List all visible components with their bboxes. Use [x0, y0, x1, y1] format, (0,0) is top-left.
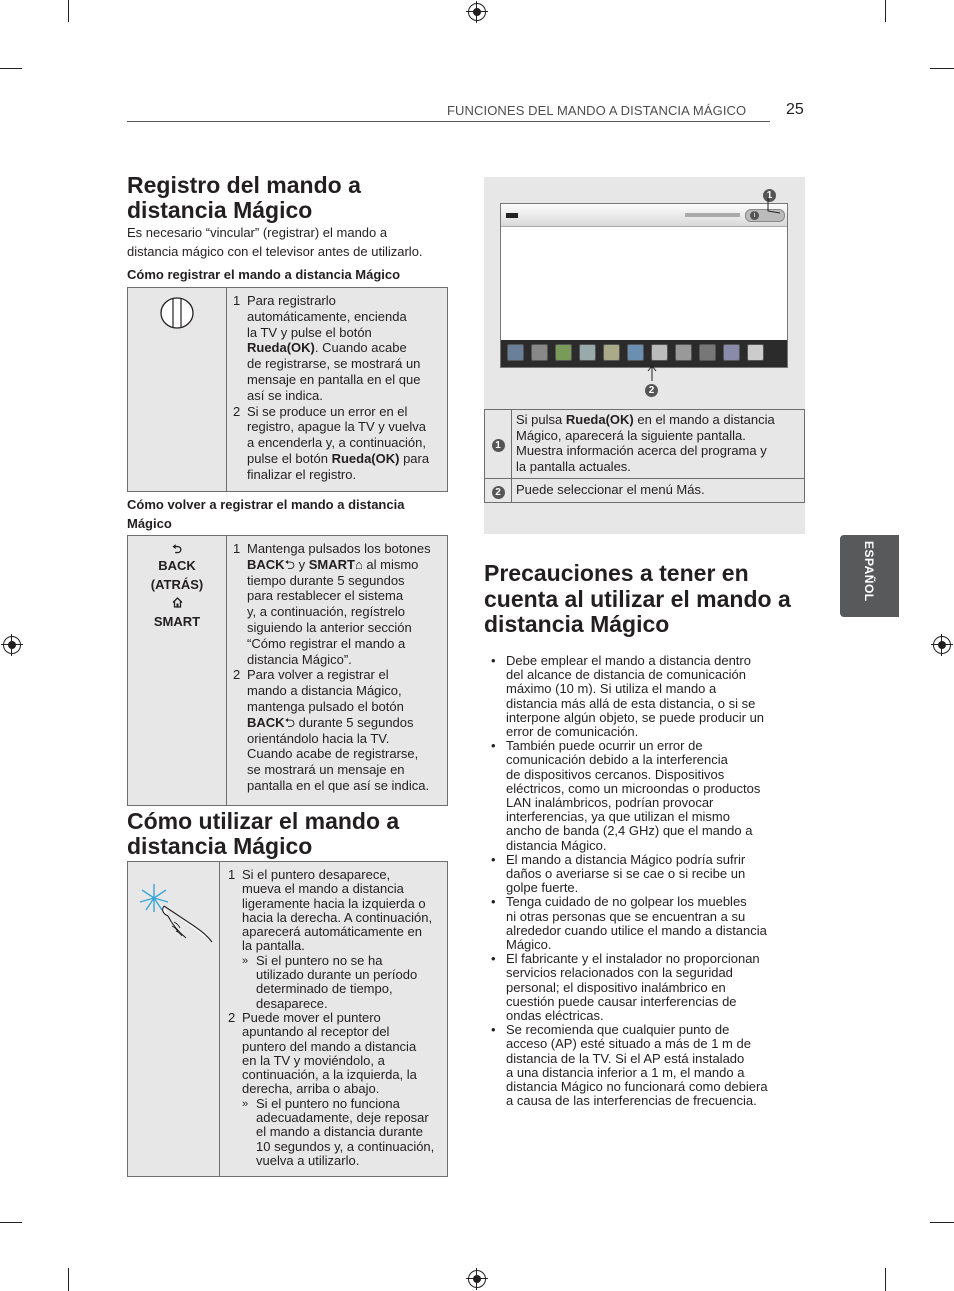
- launcher-item-icon[interactable]: [603, 344, 620, 361]
- header-rule: [127, 121, 770, 122]
- launcher-item-icon[interactable]: [579, 344, 596, 361]
- registration-mark-icon: [933, 636, 951, 654]
- bullet-icon: •: [491, 894, 496, 910]
- bullet-icon: •: [491, 1022, 496, 1038]
- use-step-2-note: » Si el puntero no funciona adecuadamente, deje reposar el mando a distancia durante 10 segundos y, a continuación, vuelva a utilizarlo.: [242, 1095, 435, 1168]
- info-bar: [501, 204, 787, 227]
- crop-mark: [885, 0, 886, 22]
- reregister-steps-table: [127, 535, 448, 806]
- precaution-item: • El fabricante y el instalador no proporcionan servicios relacionados con la seguridad personal; el dispositivo inalámbrico en cuestión puede causar interferencias de ondas eléctricas.: [491, 951, 760, 1024]
- precaution-item: • Se recomienda que cualquier punto de acceso (AP) esté situado a más de 1 m de distancia de la TV. Si el AP está instalado a una distancia inferior a 1 m, el mando a distancia Mágico no funcionará como debiera a causa de las interferencias de frecuencia.: [491, 1022, 768, 1109]
- bullet-icon: •: [491, 653, 496, 668]
- hand-pointer-icon: [134, 876, 214, 946]
- launcher-item-icon[interactable]: [675, 344, 692, 361]
- registro-intro: Es necesario “vincular” (registrar) el mando a distancia mágico con el televisor antes de utilizarlo.: [127, 225, 423, 259]
- register-steps-text: [227, 288, 448, 492]
- callout-table-num-1: 1: [485, 410, 512, 479]
- crop-mark: [68, 0, 69, 22]
- precaution-item: • El mando a distancia Mágico podría sufrir daños o averiarse si se cae o si recibe un golpe fuerte.: [491, 851, 746, 896]
- precautions-list: [484, 654, 814, 1109]
- home-inline-icon: ⌂: [354, 556, 363, 572]
- registration-mark-icon: [3, 636, 21, 654]
- launcher-item-icon[interactable]: [747, 344, 764, 361]
- subhead-register: Cómo registrar el mando a distancia Mágico: [127, 267, 401, 282]
- callout-2: 2: [645, 380, 658, 398]
- reregister-step-2: 2 Para volver a registrar el mando a distancia Mágico, mantenga pulsado el botón BACK⮌ durante 5 segundos orientándolo hacia la TV. Cuando acabe de registrarse, se mostrará un mensaje en pantalla en el que así se indica.: [233, 667, 430, 793]
- launcher-bar: [501, 340, 787, 367]
- precaution-item: • Debe emplear el mando a distancia dentro del alcance de distancia de comunicación máximo (10 m). Si utiliza el mando a distancia más allá de esta distancia, o si se interpone algún objeto, se puede producir un error de comunicación.: [491, 653, 765, 740]
- crop-mark: [930, 1222, 954, 1223]
- back-label: BACK: [158, 558, 196, 573]
- use-steps-text: [220, 862, 448, 1177]
- tv-screen-figure: [484, 177, 805, 534]
- info-icon: i: [750, 211, 759, 220]
- back-label-es: (ATRÁS): [150, 577, 204, 592]
- use-steps-table: [127, 861, 448, 1177]
- wheel-button-icon: [159, 296, 195, 330]
- tv-screen: [500, 203, 788, 368]
- crop-mark: [0, 68, 22, 69]
- back-smart-cell: [128, 536, 227, 806]
- back-inline-icon: ⮌: [284, 556, 295, 572]
- launcher-item-icon[interactable]: [723, 344, 740, 361]
- registration-mark-icon: [468, 3, 486, 21]
- reregister-step-1: 1 Mantenga pulsados los botones BACK⮌ y SMART⌂ al mismo tiempo durante 5 segundos para restablecer el sistema y, a continuación, regístrelo siguiendo la anterior sección “Cómo registrar el mando a distancia Mágico”.: [233, 541, 431, 667]
- precaution-item: • Tenga cuidado de no golpear los muebles ni otras personas que se encuentran a su alrededor cuando utilice el mando a distancia Mágico.: [491, 894, 767, 953]
- register-step-2: 2 Si se produce un error en el registro, apague la TV y vuelva a encenderla y, a continuación, pulse el botón Rueda(OK) para finalizar el registro.: [233, 403, 430, 482]
- callout-1-leader: [754, 197, 784, 221]
- use-step-1: 1 Si el puntero desaparece, mueva el mando a distancia ligeramente hacia la izquierda o hacia la derecha. A continuación, aparecerá automáticamente en la pantalla. » Si el puntero no se ha utilizado durante un período determinado de tiempo, desaparece.: [228, 868, 441, 1011]
- progress-bar: [685, 213, 740, 217]
- language-tab: [840, 535, 899, 617]
- callout-2-leader: [646, 365, 658, 381]
- callout-table-text-2: Puede seleccionar el menú Más.: [512, 479, 805, 503]
- bullet-icon: •: [491, 738, 496, 754]
- chapter-header: FUNCIONES DEL MANDO A DISTANCIA MÁGICO: [447, 103, 747, 118]
- section-title-utilizar: Cómo utilizar el mando a distancia Mágico: [127, 808, 400, 859]
- launcher-item-icon[interactable]: [555, 344, 572, 361]
- crop-mark: [0, 1222, 22, 1223]
- launcher-item-icon[interactable]: [507, 344, 524, 361]
- registro-section: [127, 173, 449, 284]
- use-step-2: 2 Puede mover el puntero apuntando al receptor del puntero del mando a distancia en la TV y moviéndolo, a continuación, a la izquierda, la derecha, arriba o abajo. » Si el puntero no funciona adecuadamente, deje reposar el mando a distancia durante 10 segundos y, a continuación, vuelva a utilizarlo.: [228, 1011, 441, 1168]
- launcher-item-icon[interactable]: [699, 344, 716, 361]
- subhead-reregister: Cómo volver a registrar el mando a distancia Mágico: [127, 497, 405, 531]
- precaution-item: • También puede ocurrir un error de comunicación debido a la interferencia de dispositivos cercanos. Dispositivos eléctricos, como un microondas o productos LAN inalámbricos, podrían provocar interferencias, ya que utilizan el mismo ancho de banda (2,4 GHz) que el mando a distancia Mágico.: [491, 738, 761, 853]
- callout-table-num-2: 2: [485, 479, 512, 503]
- crop-mark: [930, 68, 954, 69]
- callout-1: 1: [763, 185, 776, 203]
- bullet-icon: •: [491, 851, 496, 867]
- use-step-1-note: » Si el puntero no se ha utilizado durante un período determinado de tiempo, desaparece.: [242, 952, 418, 1011]
- page-number: 25: [786, 101, 804, 118]
- channel-icon: [506, 213, 518, 218]
- bullet-icon: •: [491, 951, 496, 967]
- section-title-precauciones: Precauciones a tener en cuenta al utilizar el mando a distancia Mágico: [484, 560, 791, 637]
- callout-table: [484, 409, 805, 503]
- crop-mark: [885, 1268, 886, 1291]
- launcher-item-icon[interactable]: [627, 344, 644, 361]
- smart-label: SMART: [153, 614, 201, 629]
- back-arrow-icon: ⮌: [172, 542, 182, 556]
- register-step-1: 1 Para registrarlo automáticamente, encienda la TV y pulse el botón Rueda(OK). Cuando acabe de registrarse, se mostrará un mensaje en pantalla en el que así se indica.: [233, 293, 421, 403]
- wheel-icon-cell: [128, 288, 227, 492]
- launcher-item-icon[interactable]: [531, 344, 548, 361]
- register-steps-table: [127, 287, 448, 492]
- pointer-icon-cell: [128, 862, 220, 1177]
- launcher-item-icon[interactable]: [651, 344, 668, 361]
- callout-table-text-1: Si pulsa Rueda(OK) en el mando a distancia Mágico, aparecerá la siguiente pantalla. Muestra información acerca del programa y la pantalla actuales.: [512, 410, 805, 479]
- registration-mark-icon: [468, 1270, 486, 1288]
- section-title-registro: Registro del mando a distancia Mágico: [127, 172, 361, 223]
- home-icon: [128, 596, 226, 612]
- language-tab-label: ESPAÑOL: [862, 541, 876, 602]
- back-inline-icon: ⮌: [284, 714, 295, 730]
- crop-mark: [68, 1268, 69, 1291]
- reregister-steps-text: [227, 536, 448, 806]
